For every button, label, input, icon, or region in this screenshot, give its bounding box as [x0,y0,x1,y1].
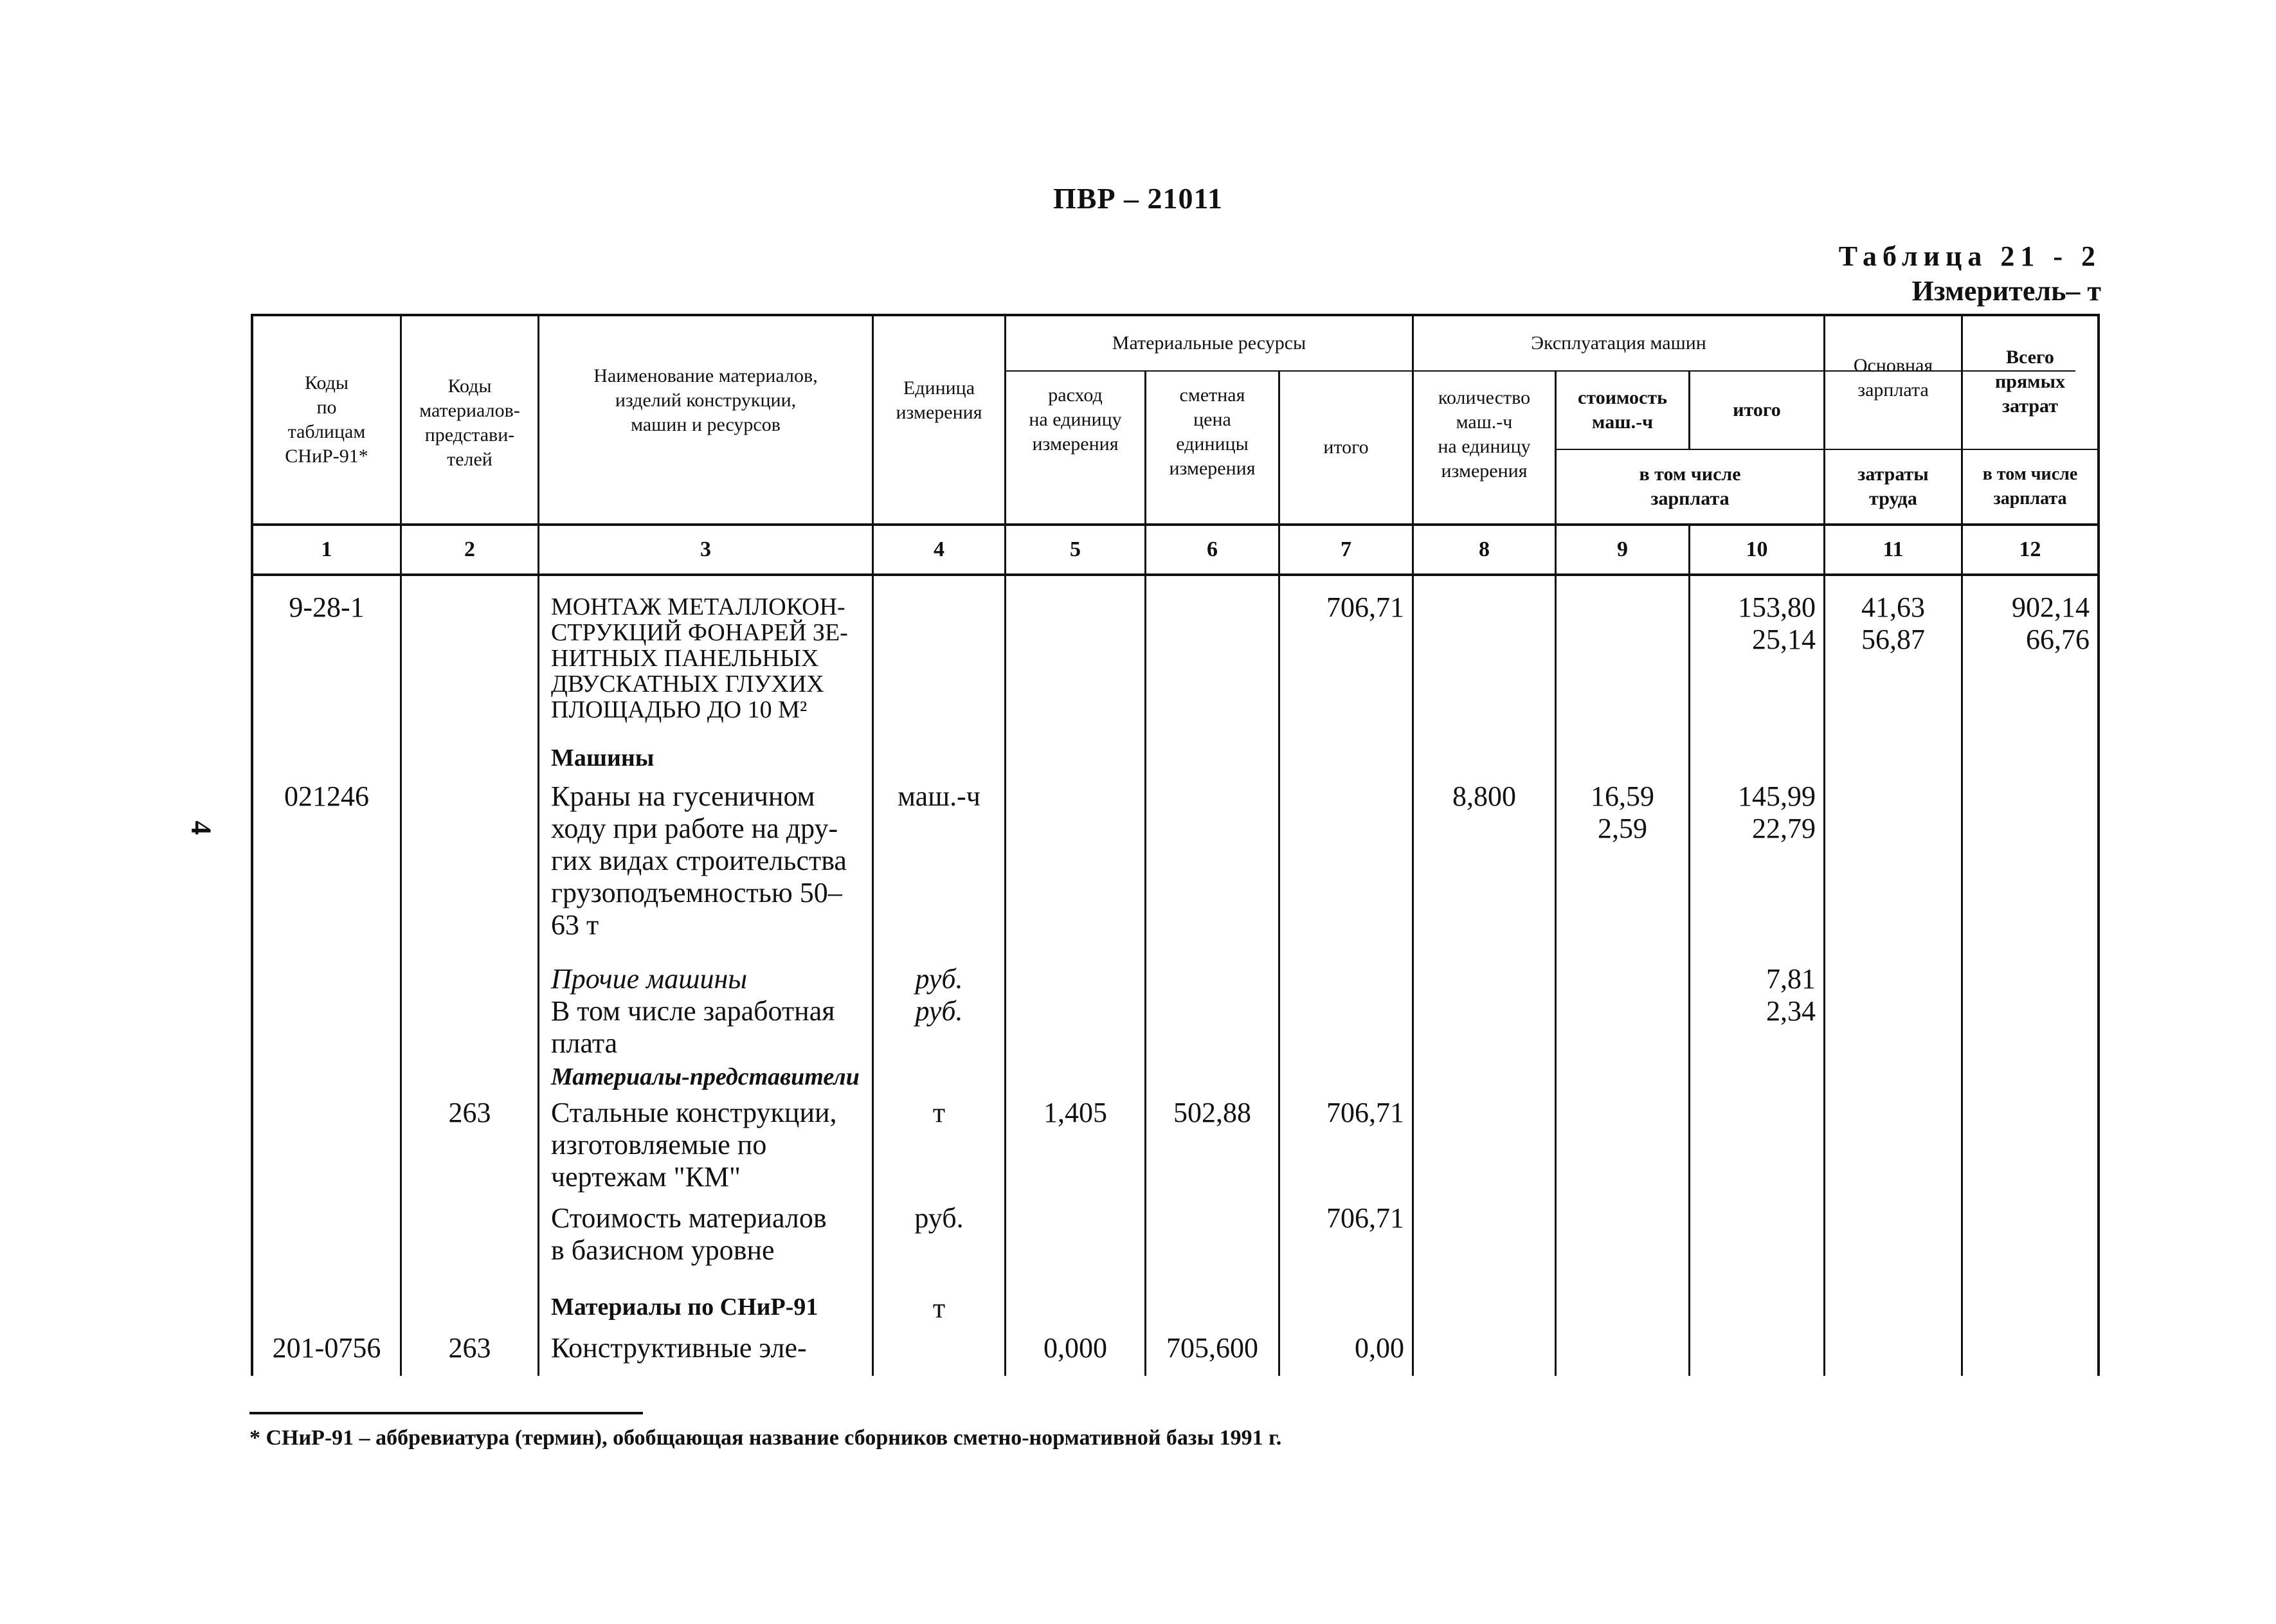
column-number: 5 [1070,537,1081,561]
header-col2: Коды материалов- представи- телей [419,375,520,470]
snip-heading: Материалы по СНиР-91 [551,1294,818,1321]
row1-name: МОНТАЖ МЕТАЛЛОКОН- СТРУКЦИЙ ФОНАРЕЙ ЗЕ- НИТНЫХ ПАНЕЛЬНЫХ ДВУСКАТНЫХ ГЛУХИХ ПЛОЩАДЬЮ ДО 10 М² [551,593,848,723]
page-number: 4 [185,820,217,835]
column-number: 4 [934,537,944,561]
header-col11-sub: затраты труда [1857,464,1929,509]
header-col12: Всего прямых затрат [1994,347,2066,417]
header-col3: Наименование материалов, изделий конструкции, машин и ресурсов [593,365,818,435]
materials-heading: Материалы-представители [551,1063,860,1090]
header-col7: итого [1323,437,1369,458]
row4-col7: 706,71 [1326,1097,1404,1128]
col-divider-12 [2097,314,2100,1376]
row6-col7: 0,00 [1355,1332,1404,1364]
estimate-table [251,314,2100,1376]
row1-total7: 706,71 [1326,591,1404,623]
row4-code2: 263 [448,1097,491,1128]
row2-name: Краны на гусеничном ходу при работе на дру- гих видах строительства грузоподъемностью 50– 63 т [551,780,847,941]
column-number: 12 [2019,537,2041,561]
row1-col12: 902,14 66,76 [2012,591,2090,655]
row5-col7: 706,71 [1326,1202,1404,1234]
row6-name: Конструктивные эле- [551,1332,807,1364]
header-col11: Основная зарплата [1853,355,1933,401]
row4-name: Стальные конструкции, изготовляемые по чертежам "КМ" [551,1097,837,1193]
row2-code: 021246 [284,780,369,812]
footnote: * СНиР-91 – аббревиатура (термин), обобщающая название сборников сметно-нормативной базы 1991 г. [249,1426,1282,1450]
header-col10: итого [1733,399,1781,420]
document-title: ПВР – 21011 [1052,182,1224,215]
column-number: 2 [464,537,475,561]
column-number: 9 [1617,537,1628,561]
column-number: 10 [1746,537,1768,561]
row5-name: Стоимость материалов в базисном уровне [551,1202,827,1266]
row4-col5: 1,405 [1043,1097,1107,1128]
row3-unit: руб. руб. [915,963,963,1027]
row3-col10: 7,81 2,34 [1766,963,1816,1027]
row2-col9: 16,59 2,59 [1591,780,1654,844]
row1-code: 9-28-1 [289,591,365,623]
column-number: 1 [321,537,332,561]
row6-code: 201-0756 [272,1332,381,1364]
header-col12-sub: в том числе зарплата [1982,464,2078,509]
row4-col6: 502,88 [1173,1097,1251,1128]
row2-unit: маш.-ч [898,780,980,812]
row3-name-italic: Прочие машины [551,963,748,995]
row6-col5: 0,000 [1043,1332,1107,1364]
header-col9-10-sub: в том числе зарплата [1639,464,1741,509]
row1-total10: 153,80 25,14 [1738,591,1816,655]
table-caption [1839,239,2101,309]
row3-name: В том числе заработная плата [551,995,835,1059]
row2-col10: 145,99 22,79 [1738,780,1816,844]
row1-col11: 41,63 56,87 [1861,591,1925,655]
row5-unit: руб. [914,1202,964,1234]
header-material-group: Материальные ресурсы [1112,332,1306,354]
header-col4: Единица измерения [896,377,982,423]
header-machine-group: Эксплуатация машин [1531,332,1706,354]
machines-heading: Машины [551,744,655,771]
row4-unit: т [932,1097,946,1128]
header-col1: Коды по таблицам СНиР-91* [285,372,368,467]
column-number-rule [251,573,2100,576]
header-col9: стоимость маш.-ч [1578,387,1667,433]
col-divider-5 [1144,370,1146,1376]
header-col8: количество маш.-ч на единицу измерения [1438,387,1531,482]
table-label: Таблица 21 - 2 [1838,240,2101,272]
header-col5: расход на единицу измерения [1029,384,1122,455]
row6-code2: 263 [448,1332,491,1364]
column-number: 11 [1883,537,1904,561]
column-number: 6 [1207,537,1218,561]
row2-col8: 8,800 [1452,780,1516,812]
col-divider-4 [1004,314,1006,1376]
snip-unit: т [932,1292,946,1324]
column-number: 3 [700,537,711,561]
footnote-rule [249,1412,643,1414]
header-col6: сметная цена единицы измерения [1169,384,1256,479]
column-number: 8 [1479,537,1490,561]
row6-col6: 705,600 [1166,1332,1258,1364]
unit-line: Измеритель– т [1911,275,2101,307]
column-number: 7 [1341,537,1351,561]
